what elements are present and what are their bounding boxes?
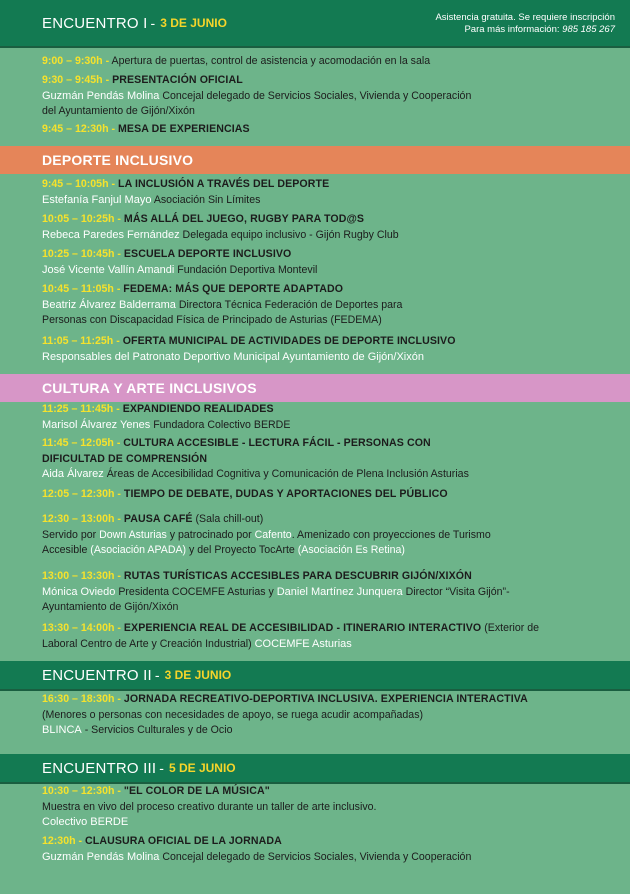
agenda-item: 12:30h - CLAUSURA OFICIAL DE LA JORNADA Guzmán Pendás Molina Concejal delegado de Servicios Sociales, Vivienda y Cooperación: [42, 835, 472, 863]
deporte-header: [0, 146, 630, 174]
agenda-item: 10:45 – 11:05h - FEDEMA: MÁS QUE DEPORTE ADAPTADO Beatriz Álvarez Balderrama Directora Técnica Federación de Deportes para Personas con Discapacidad Física de Principado de Asturias (FEDEMA): [42, 283, 403, 326]
deporte-title: DEPORTE INCLUSIVO: [42, 152, 194, 168]
agenda-item: 10:05 – 10:25h - MÁS ALLÁ DEL JUEGO, RUGBY PARA TOD@S Rebeca Paredes Fernández Delegada equipo inclusivo - Gijón Rugby Club: [42, 213, 399, 241]
encuentro-2-date: 3 DE JUNIO: [164, 668, 232, 682]
agenda-item: 16:30 – 18:30h - JORNADA RECREATIVO-DEPORTIVA INCLUSIVA. EXPERIENCIA INTERACTIVA (Menores o personas con necesidades de apoyo, se ruega acudir acompañadas) BLINCA - Servicios Culturales y de Ocio: [42, 693, 528, 736]
agenda-item: 10:30 – 12:30h - "EL COLOR DE LA MÚSICA" Muestra en vivo del proceso creativo durante un taller de arte inclusivo. Colectivo BERDE: [42, 785, 377, 828]
encuentro-3-title: ENCUENTRO III: [42, 759, 157, 777]
encuentro-2-title: ENCUENTRO II: [42, 666, 152, 684]
agenda-item: 13:00 – 13:30h - RUTAS TURÍSTICAS ACCESIBLES PARA DESCUBRIR GIJÓN/XIXÓN Mónica Oviedo Presidenta COCEMFE Asturias y Daniel Martínez Junquera Director “Visita Gijón”- Ayuntamiento de Gijón/Xixón: [42, 570, 510, 613]
divider: [0, 46, 630, 48]
divider: [0, 689, 630, 691]
agenda-item: 12:05 – 12:30h - TIEMPO DE DEBATE, DUDAS Y APORTACIONES DEL PÚBLICO: [42, 488, 448, 500]
encuentro-3-header: [0, 754, 630, 782]
encuentro-2-header: [0, 661, 630, 689]
encuentro-1-title: ENCUENTRO I: [42, 14, 148, 32]
agenda-item: 9:30 – 9:45h - PRESENTACIÓN OFICIAL Guzmán Pendás Molina Concejal delegado de Servicios Sociales, Vivienda y Cooperación del Ayuntamiento de Gijón/Xixón: [42, 74, 472, 117]
agenda-item: 11:45 – 12:05h - CULTURA ACCESIBLE - LECTURA FÁCIL - PERSONAS CON DIFICULTAD DE COMPRENSIÓN Aida Álvarez Áreas de Accesibilidad Cognitiva y Comunicación de Plena Inclusión Asturias: [42, 437, 469, 480]
separator: -: [154, 667, 160, 683]
attendance-info-line1: Asistencia gratuita. Se requiere inscripción: [435, 12, 615, 23]
encuentro-1-date: 3 DE JUNIO: [160, 16, 227, 30]
agenda-item: 9:45 – 12:30h - MESA DE EXPERIENCIAS: [42, 123, 250, 135]
phone-number: 985 185 267: [562, 24, 615, 35]
agenda-item: 10:25 – 10:45h - ESCUELA DEPORTE INCLUSIVO José Vicente Vallín Amandi Fundación Deportiva Montevil: [42, 248, 318, 276]
cultura-header: [0, 374, 630, 402]
separator: -: [150, 15, 156, 31]
attendance-info: [435, 12, 615, 36]
separator: -: [159, 760, 164, 776]
agenda-item: 12:30 – 13:00h - PAUSA CAFÉ (Sala chill-out) Servido por Down Asturias y patrocinado por Cafento. Amenizado con proyecciones de Turismo Accesible (Asociación APADA) y del Proyecto TocArte (Asociación Es Retina): [42, 513, 491, 556]
agenda-item: 11:25 – 11:45h - EXPANDIENDO REALIDADES Marisol Álvarez Yenes Fundadora Colectivo BERDE: [42, 403, 291, 431]
agenda-item: 9:45 – 10:05h - LA INCLUSIÓN A TRAVÉS DEL DEPORTE Estefanía Fanjul Mayo Asociación Sin Límites: [42, 178, 330, 206]
agenda-item: 11:05 – 11:25h - OFERTA MUNICIPAL DE ACTIVIDADES DE DEPORTE INCLUSIVO Responsables del Patronato Deportivo Municipal Ayuntamiento de Gijón/Xixón: [42, 335, 456, 363]
agenda-item: 13:30 – 14:00h - EXPERIENCIA REAL DE ACCESIBILIDAD - ITINERARIO INTERACTIVO (Exterior de Laboral Centro de Arte y Creación Industrial) COCEMFE Asturias: [42, 622, 539, 650]
attendance-info-line2: Para más información: 985 185 267: [464, 24, 615, 35]
cultura-title: CULTURA Y ARTE INCLUSIVOS: [42, 380, 257, 396]
agenda-item: 9:00 – 9:30h - Apertura de puertas, control de asistencia y acomodación en la sala: [42, 55, 431, 67]
encuentro-3-date: 5 DE JUNIO: [168, 761, 236, 775]
